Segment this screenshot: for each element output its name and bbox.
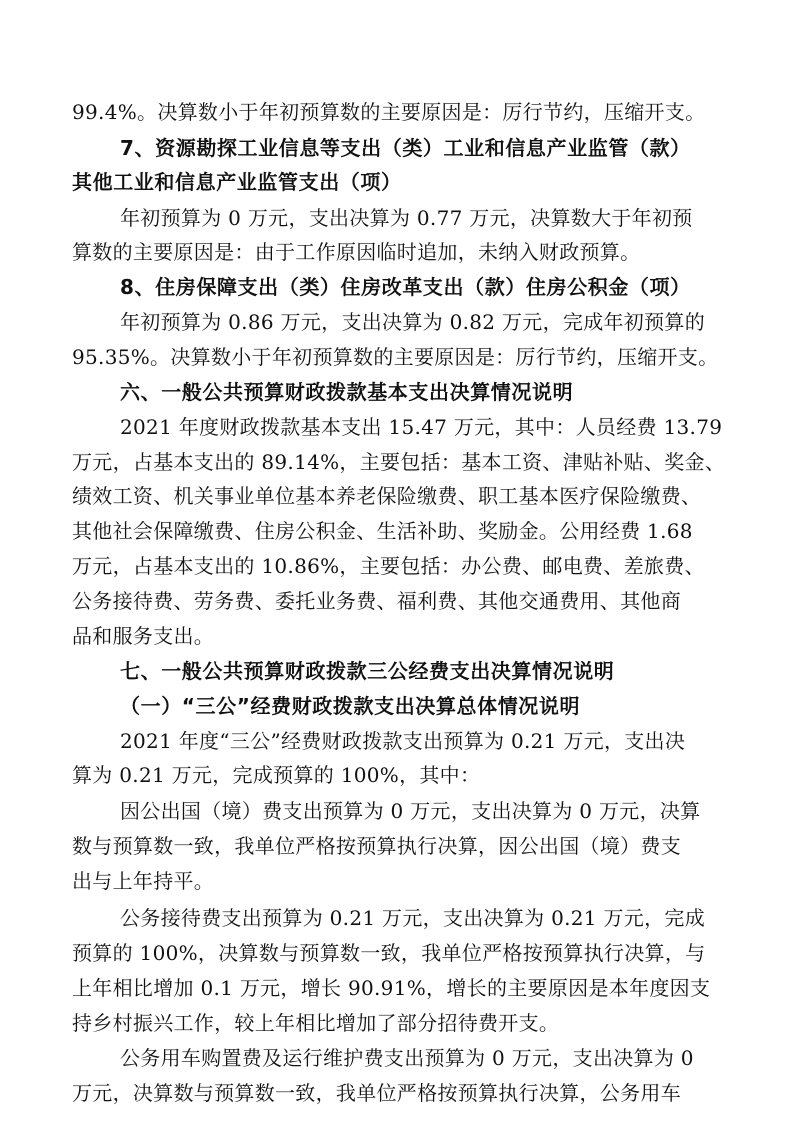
text-line: 算数的主要原因是：由于工作原因临时追加，未纳入财政预算。 (72, 240, 641, 264)
text-line: 绩效工资、机关事业单位基本养老保险缴费、职工基本医疗保险缴费、 (72, 484, 702, 508)
section-heading: 六、一般公共预算财政拨款基本支出决算情况说明 (120, 380, 574, 404)
text-line: 上年相比增加 0.1 万元，增长 90.91%，增长的主要原因是本年度因支 (72, 976, 711, 1000)
text-line: 公务接待费、劳务费、委托业务费、福利费、其他交通费用、其他商 (72, 589, 681, 613)
text-line: 因公出国（境）费支出预算为 0 万元，支出决算为 0 万元，决算 (120, 799, 701, 823)
text-line: 万元，占基本支出的 89.14%，主要包括：基本工资、津贴补贴、奖金、 (72, 450, 726, 474)
text-line: 年初预算为 0 万元，支出决算为 0.77 万元，决算数大于年初预 (120, 206, 693, 230)
section-heading: 七、一般公共预算财政拨款三公经费支出决算情况说明 (120, 659, 615, 683)
text-line: 其他社会保障缴费、住房公积金、生活补助、奖励金。公用经费 1.68 (72, 519, 693, 543)
section-heading: 8、住房保障支出（类）住房改革支出（款）住房公积金（项） (120, 275, 691, 299)
section-heading: 其他工业和信息产业监管支出（项） (72, 170, 402, 194)
subsection-heading: （一）“三公”经费财政拨款支出决算总体情况说明 (120, 694, 581, 718)
text-line: 2021 年度“三公”经费财政拨款支出预算为 0.21 万元，支出决 (120, 729, 686, 753)
text-line: 2021 年度财政拨款基本支出 15.47 万元，其中：人员经费 13.79 (120, 415, 723, 439)
text-line: 持乡村振兴工作，较上年相比增加了部分招待费开支。 (72, 1011, 560, 1035)
text-line: 年初预算为 0.86 万元，支出决算为 0.82 万元，完成年初预算的 (120, 310, 705, 334)
text-line: 95.35%。决算数小于年初预算数的主要原因是：厉行节约，压缩开支。 (72, 345, 719, 369)
text-line: 公务用车购置费及运行维护费支出预算为 0 万元，支出决算为 0 (120, 1046, 694, 1070)
text-line: 公务接待费支出预算为 0.21 万元，支出决算为 0.21 万元，完成 (120, 906, 705, 930)
text-line: 99.4%。决算数小于年初预算数的主要原因是：厉行节约，压缩开支。 (72, 100, 706, 124)
text-line: 出与上年持平。 (72, 869, 215, 893)
text-line: 品和服务支出。 (72, 624, 215, 648)
section-heading: 7、资源勘探工业信息等支出（类）工业和信息产业监管（款） (120, 136, 691, 160)
text-line: 预算的 100%，决算数与预算数一致，我单位严格按预算执行决算，与 (72, 941, 706, 965)
text-line: 万元，占基本支出的 10.86%，主要包括：办公费、邮电费、差旅费、 (72, 554, 705, 578)
text-line: 万元，决算数与预算数一致，我单位严格按预算执行决算，公务用车 (72, 1081, 681, 1105)
text-line: 算为 0.21 万元，完成预算的 100%，其中： (72, 763, 481, 787)
text-line: 数与预算数一致，我单位严格按预算执行决算，因公出国（境）费支 (72, 834, 681, 858)
